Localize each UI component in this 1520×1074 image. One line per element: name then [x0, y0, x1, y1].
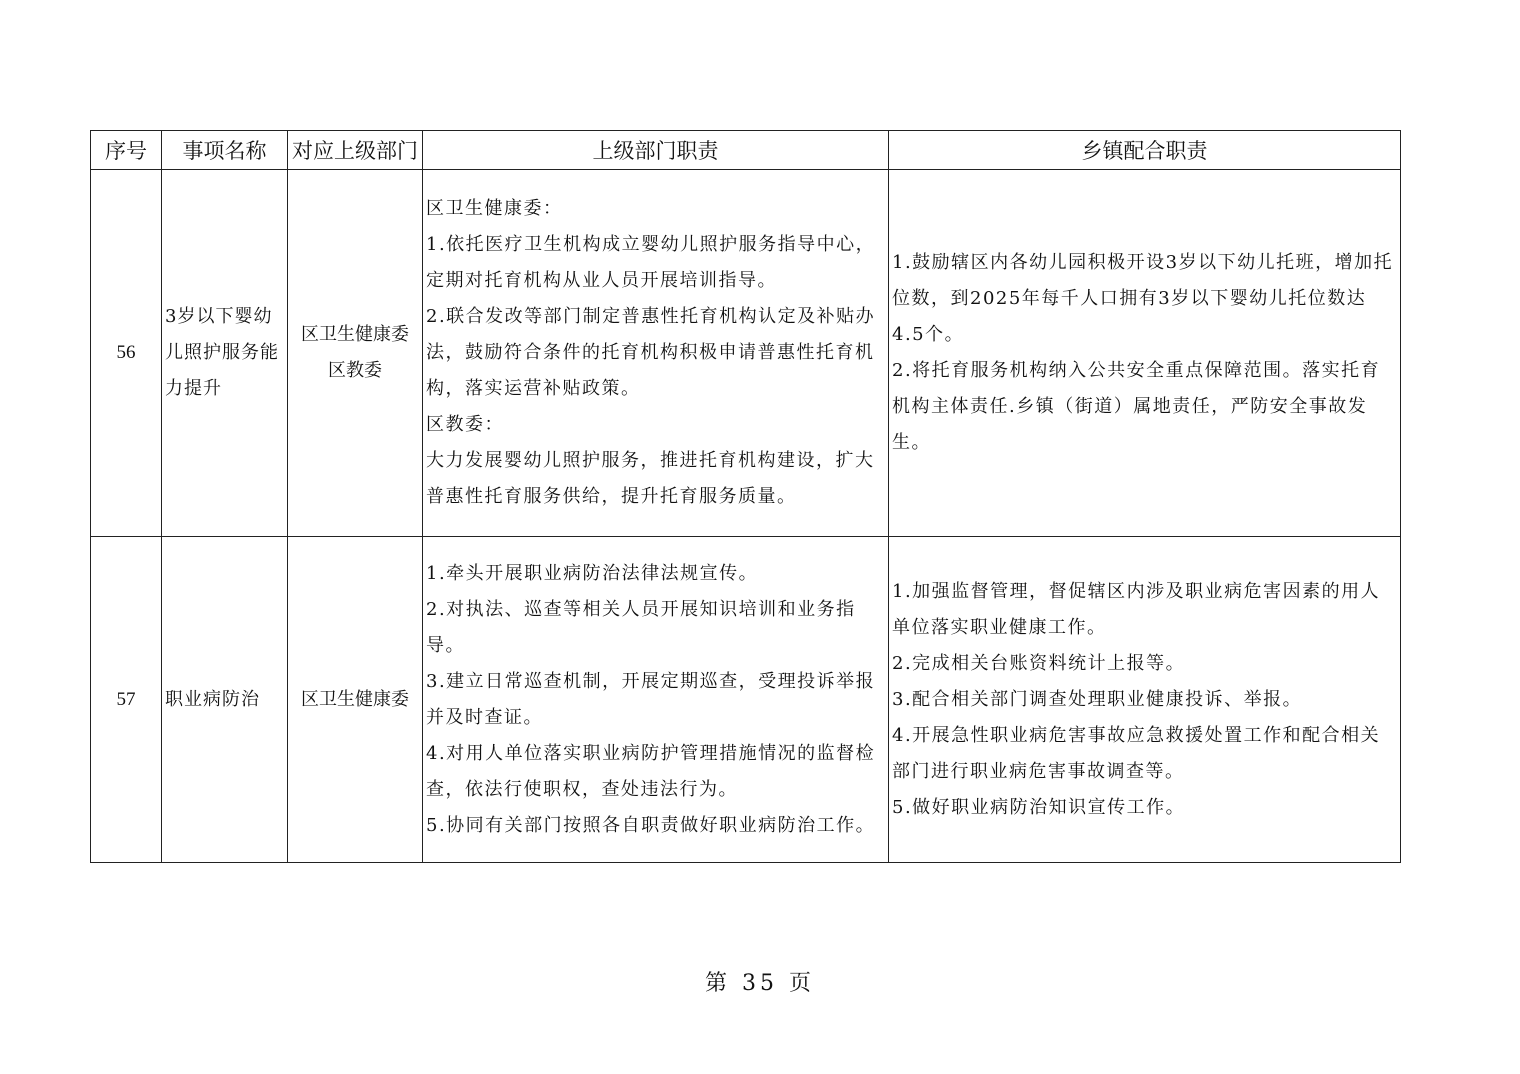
header-name: 事项名称 — [162, 131, 288, 170]
header-dept: 对应上级部门 — [288, 131, 423, 170]
table-row — [91, 170, 1401, 537]
duty-line: 大力发展婴幼儿照护服务，推进托育机构建设，扩大普惠性托育服务供给，提升托育服务质量。 — [426, 450, 875, 507]
header-town-duties: 乡镇配合职责 — [889, 131, 1401, 170]
row-item-name: 3岁以下婴幼儿照护服务能力提升 — [162, 170, 288, 537]
duty-line: 5.做好职业病防治知识宣传工作。 — [892, 796, 1186, 818]
row-upper-duties — [423, 537, 889, 863]
header-row — [91, 131, 1401, 170]
duty-line: 5.协同有关部门按照各自职责做好职业病防治工作。 — [426, 814, 876, 836]
duty-line: 4.对用人单位落实职业病防护管理措施情况的监督检查，依法行使职权，查处违法行为。 — [426, 742, 876, 800]
dept-line: 区卫生健康委 — [301, 688, 409, 710]
duty-line: 1.依托医疗卫生机构成立婴幼儿照护服务指导中心，定期对托育机构从业人员开展培训指导。 — [426, 234, 876, 291]
page-number: 第 35 页 — [705, 971, 815, 996]
duty-line: 2.将托育服务机构纳入公共安全重点保障范围。落实托育机构主体责任.乡镇（街道）属地责任，严防安全事故发生。 — [892, 360, 1381, 453]
duty-line: 2.对执法、巡查等相关人员开展知识培训和业务指导。 — [426, 598, 856, 656]
row-seq: 57 — [91, 537, 162, 863]
dept-line: 区卫生健康委 — [301, 324, 409, 345]
duty-line: 区教委： — [426, 414, 504, 435]
duty-line: 4.开展急性职业病危害事故应急救援处置工作和配合相关部门进行职业病危害事故调查等。 — [892, 724, 1381, 782]
duty-line: 3.配合相关部门调查处理职业健康投诉、举报。 — [892, 688, 1303, 710]
duty-table — [90, 130, 1401, 863]
duty-line: 1.鼓励辖区内各幼儿园积极开设3岁以下幼儿托班，增加托位数，到2025年每千人口拥有3岁以下婴幼儿托位数达4.5个。 — [892, 252, 1394, 345]
row-item-name: 职业病防治 — [162, 537, 288, 863]
row-upper-duties — [423, 170, 889, 537]
table-row — [91, 537, 1401, 863]
dept-line: 区教委 — [328, 360, 382, 381]
duty-line: 区卫生健康委： — [426, 198, 563, 219]
header-upper-duties: 上级部门职责 — [423, 131, 889, 170]
row-seq: 56 — [91, 170, 162, 537]
duty-line: 3.建立日常巡查机制，开展定期巡查，受理投诉举报并及时查证。 — [426, 670, 876, 728]
duty-line: 1.牵头开展职业病防治法律法规宣传。 — [426, 562, 759, 584]
header-seq: 序号 — [91, 131, 162, 170]
row-town-duties — [889, 537, 1401, 863]
duty-line: 2.完成相关台账资料统计上报等。 — [892, 652, 1186, 674]
row-dept — [288, 170, 423, 537]
row-town-duties — [889, 170, 1401, 537]
row-dept — [288, 537, 423, 863]
duty-line: 1.加强监督管理，督促辖区内涉及职业病危害因素的用人单位落实职业健康工作。 — [892, 580, 1381, 638]
duty-line: 2.联合发改等部门制定普惠性托育机构认定及补贴办法，鼓励符合条件的托育机构积极申请普惠性托育机构，落实运营补贴政策。 — [426, 306, 876, 399]
